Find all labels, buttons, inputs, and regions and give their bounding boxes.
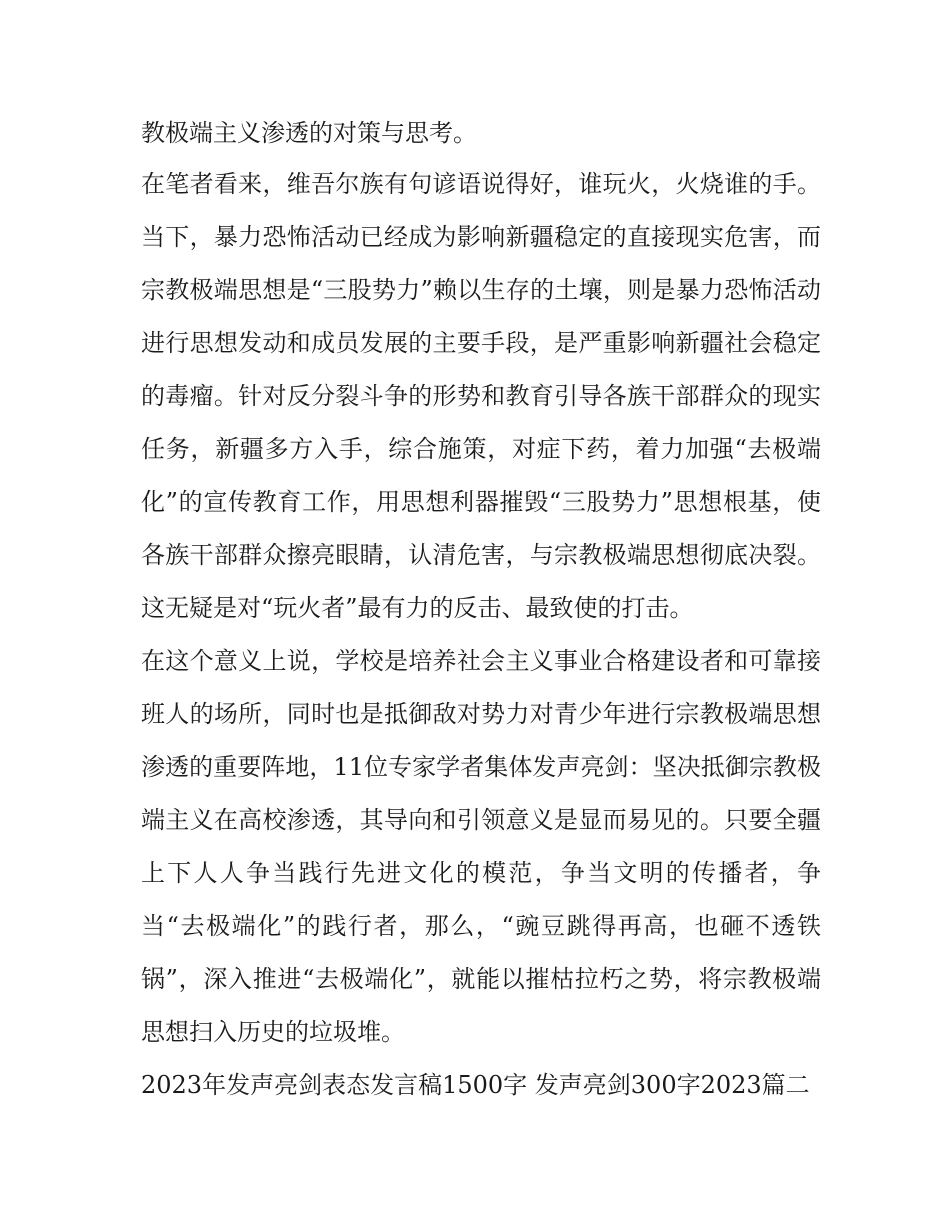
section-title: 2023年发声亮剑表态发言稿1500字 发声亮剑300字2023篇二	[141, 1071, 810, 1099]
paragraph-proverb: 在笔者看来，维吾尔族有句谚语说得好，谁玩火，火烧谁的手。当下，暴力恐怖活动已经成为影响新疆稳定的直接现实危害，而宗教极端思想是“三股势力”赖以生存的土壤，则是暴力恐怖活动进行思想发动和成员发展的主要手段，是严重影响新疆社会稳定的毒瘤。针对反分裂斗争的形势和教育引导各族干部群众的现实任务，新疆多方入手，综合施策，对症下药，着力加强“去极端化”的宣传教育工作，用思想利器摧毁“三股势力”思想根基，使各族干部群众擦亮眼睛，认清危害，与宗教极端思想彻底决裂。这无疑是对“玩火者”最有力的反击、最致使的打击。	[141, 170, 821, 622]
paragraph-school: 在这个意义上说，学校是培养社会主义事业合格建设者和可靠接班人的场所，同时也是抵御敌对势力对青少年进行宗教极端思想渗透的重要阵地，11位专家学者集体发声亮剑：坚决抵御宗教极端主义在高校渗透，其导向和引领意义是显而易见的。只要全疆上下人人争当践行先进文化的模范，争当文明的传播者，争当“去极端化”的践行者，那么，“豌豆跳得再高，也砸不透铁锅”，深入推进“去极端化”，就能以摧枯拉朽之势，将宗教极端思想扫入历史的垃圾堆。	[141, 647, 821, 1046]
document-body	[141, 108, 821, 1112]
paragraph-continued: 教极端主义渗透的对策与思考。	[141, 119, 477, 147]
